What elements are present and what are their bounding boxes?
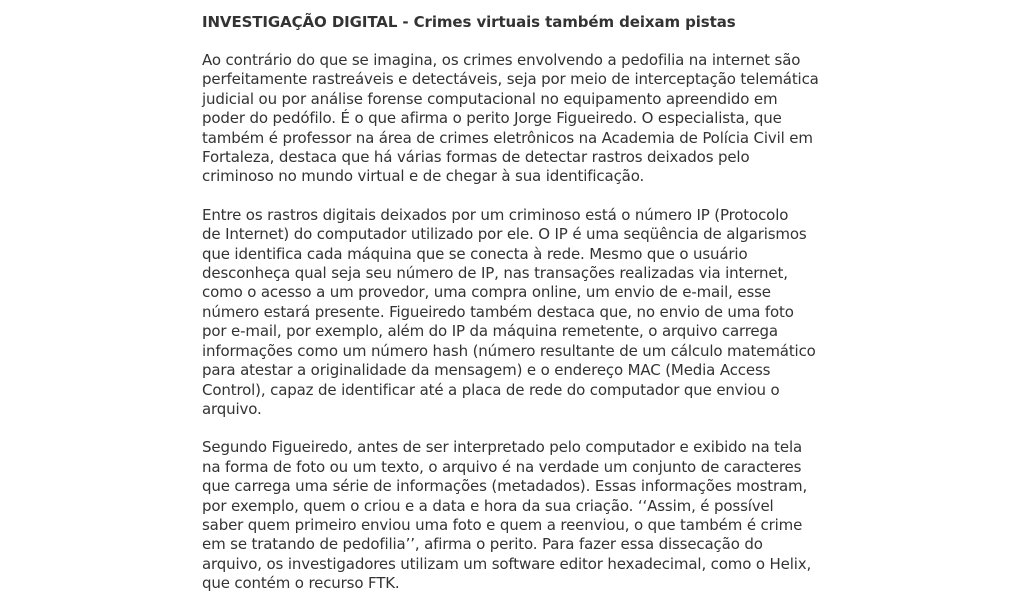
article: [202, 12, 842, 613]
article-paragraph-2: Entre os rastros digitais deixados por um criminoso está o número IP (Protocolo de Internet) do computador utilizado por ele. O IP é uma seqüência de algarismos que identifica cada máquina que se conecta à rede. Mesmo que o usuário desconheça qual seja seu número de IP, nas transações realizadas via internet, como o acesso a um provedor, uma compra online, um envio de e-mail, esse número estará presente. Figueiredo também destaca que, no envio de uma foto por e-mail, por exemplo, além do IP da máquina remetente, o arquivo carrega informações como um número hash (número resultante de um cálculo matemático para atestar a originalidade da mensagem) e o endereço MAC (Media Access Control), capaz de identificar até a placa de rede do computador que enviou o arquivo.: [202, 205, 816, 418]
article-headline: INVESTIGAÇÃO DIGITAL - Crimes virtuais também deixam pistas: [202, 13, 736, 31]
article-paragraph-1: Ao contrário do que se imagina, os crimes envolvendo a pedofilia na internet são perfeitamente rastreáveis e detectáveis, seja por meio de interceptação telemática judicial ou por análise forense computacional no equipamento apreendido em poder do pedófilo. É o que afirma o perito Jorge Figueiredo. O especialista, que também é professor na área de crimes eletrônicos na Academia de Polícia Civil em Fortaleza, destaca que há várias formas de detectar rastros deixados pelo criminoso no mundo virtual e de chegar à sua identificação.: [202, 51, 819, 186]
article-paragraph-3: Segundo Figueiredo, antes de ser interpretado pelo computador e exibido na tela na forma de foto ou um texto, o arquivo é na verdade um conjunto de caracteres que carrega uma série de informações (metadados). Essas informações mostram, por exemplo, quem o criou e a data e hora da sua criação. ‘‘Assim, é possível saber quem primeiro enviou uma foto e quem a reenviou, o que também é crime em se tratando de pedofilia’’, afirma o perito. Para fazer essa dissecação do arquivo, os investigadores utilizam um software editor hexadecimal, como o Helix, que contém o recurso FTK.: [202, 438, 812, 593]
